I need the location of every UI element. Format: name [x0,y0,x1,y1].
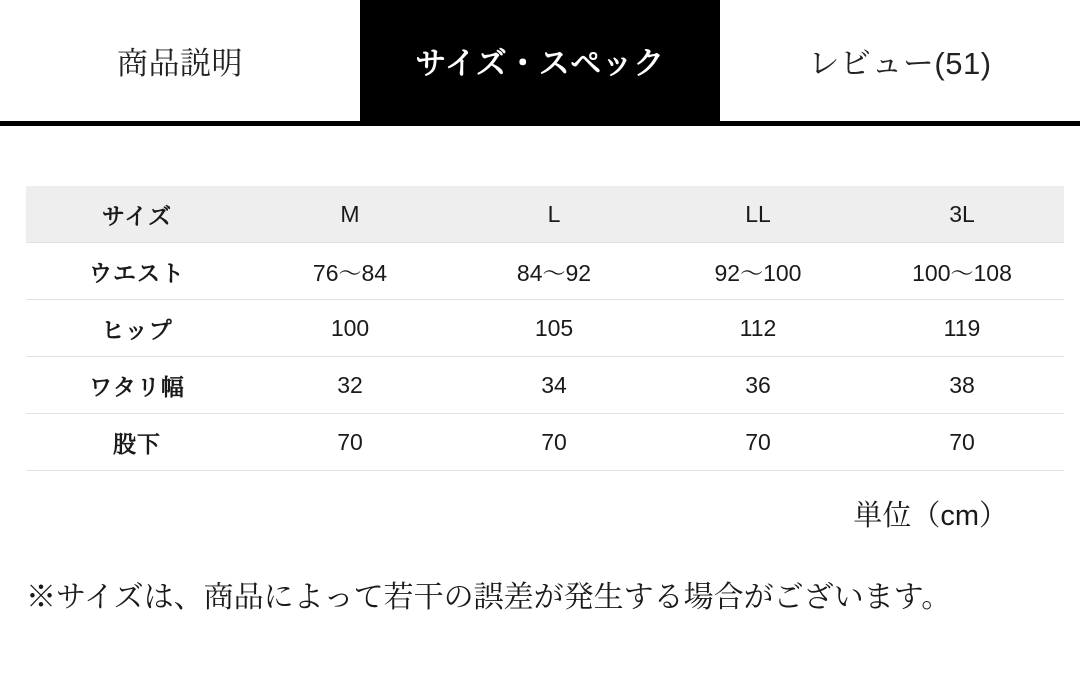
table-row [26,414,1064,471]
cell-waist-3l: 100〜108 [860,243,1064,300]
header-cell-m: M [248,186,452,243]
cell-hip-m: 100 [248,300,452,357]
cell-hip-ll: 112 [656,300,860,357]
unit-note: 単位（cm） [853,500,1008,532]
cell-waist-m: 76〜84 [248,243,452,300]
cell-thigh-l: 34 [452,357,656,414]
tab-bar [0,0,1080,126]
cell-inseam-ll: 70 [656,414,860,471]
cell-hip-l: 105 [452,300,656,357]
header-cell-size: サイズ [26,186,248,243]
cell-thigh-3l: 38 [860,357,1064,414]
table-row [26,243,1064,300]
cell-hip-3l: 119 [860,300,1064,357]
tab-size-spec[interactable] [360,0,720,121]
row-label-thigh-width: ワタリ幅 [26,357,248,414]
cell-inseam-3l: 70 [860,414,1064,471]
tab-label: レビュー(51) [808,46,992,81]
cell-inseam-m: 70 [248,414,452,471]
cell-waist-ll: 92〜100 [656,243,860,300]
tab-label: サイズ・スペック [415,46,665,81]
size-disclaimer-note: ※サイズは、商品によって若干の誤差が発生する場合がございます。 [26,581,952,614]
header-cell-l: L [452,186,656,243]
cell-inseam-l: 70 [452,414,656,471]
header-cell-ll: LL [656,186,860,243]
cell-thigh-m: 32 [248,357,452,414]
cell-thigh-ll: 36 [656,357,860,414]
row-label-hip: ヒップ [26,300,248,357]
row-label-inseam: 股下 [26,414,248,471]
spec-table-wrap [0,126,1080,534]
header-cell-3l: 3L [860,186,1064,243]
tab-product-description[interactable] [0,0,360,121]
size-spec-table [26,186,1064,471]
table-row [26,300,1064,357]
table-body [26,243,1064,471]
tab-label: 商品説明 [117,46,243,81]
row-label-waist: ウエスト [26,243,248,300]
tab-reviews[interactable] [720,0,1080,121]
cell-waist-l: 84〜92 [452,243,656,300]
table-row [26,357,1064,414]
table-header-row [26,186,1064,243]
table-head [26,186,1064,243]
